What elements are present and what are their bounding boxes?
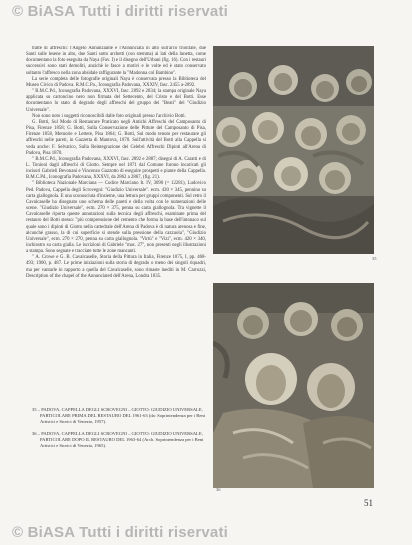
watermark-bottom: © BiASA Tutti i diritti riservati	[12, 524, 229, 541]
figure-number-35: 35	[372, 256, 377, 261]
fresco-photo-35	[213, 46, 374, 254]
page-number: 51	[364, 498, 373, 508]
body-text-column	[26, 46, 206, 406]
caption-36: 36 – PADOVA, CAPPELLA DEGLI SCROVEGNI – GIOTTO: GIUDIZIO UNIVERSALE, PARTICOLARE DOPO IL RESTAURO DEL 1963-64 (Arch. Soprintendenza per i Beni Artistici e Storici di Venezia, 1965).	[32, 430, 204, 448]
body-paragraph: " B.M.C.Pd., Iconografia Padovana, XXXVI, fasc. 2892 e 2887; disegni di A. Caratti e di L. Tonioni dagli affreschi di Giotto. Sempre nel 1871 dal Comune furono incaricati gli incisori Gabrieli Bevonani e Vincenzo Gazzotto di eseguire prospetti e piante della Cappella. B.M.C.Pd., Iconografia Padovana, XXXVI, da 2862 a 2867, (fig. 21).	[26, 156, 206, 181]
body-paragraph: G. Botti, Sul Modo di Restaurare Praticato negli Antichi Affreschi del Camposanto di Pisa, Firenze 1858; G. Botti, Sulla Conservazione delle Pitture del Camposanto di Pisa, Firenze 1858, Memorie e Lettere, Pisa 1864; G. Botti, Sul modo tenuto per restaurare gli affreschi nelle pareti, in Gazzetta di Mantova, 1870. Sull'attività del Botti alla Cappella si veda anche: F. Selvatico, Sulla Reintegrazione dei Celebri Affreschi Dipinti all'Arena di Padova, Pisa 1870.	[26, 119, 206, 156]
figure-captions	[32, 407, 212, 454]
fresco-figures-image	[213, 283, 374, 488]
fresco-photo-36	[213, 283, 374, 488]
body-paragraph: Non sono noto i soggetti riconoscibili dalle foto originali presso l'archivio Botti.	[32, 113, 186, 119]
body-paragraph: tratte di affreschi: l'Angelo Annunziante e l'Annunciata in alto sull'arco trionfale, due Santi sulle lesene in alto, due Santi sotto archetti (con stemma) ai lati della lunetta, come documentano la foto eseguita da Naya (Fav. I) e il disegno dell'Urbani (fig. 16). Con i restauri successivi sono stati demoliti, anzichè le fasce a motivi e le volte ed è stato conservato soltanto l'affresco nella zona absidale raffigurante la "Madonna col Bambino".	[26, 46, 206, 76]
fresco-angels-image	[213, 46, 374, 254]
watermark-top: © BiASA Tutti i diritti riservati	[12, 3, 229, 20]
body-paragraph: " Biblioteca Nazionale Marciana — Codice Marciano It. IV, 3090 (= 12281), Ludovico Ped. Padova, Cappella degli Scrovegni: "Giudizio Universale". ecm. 430 × 345, pennino su carta giallognola. E una sconosciuta d'insieme, una lettura per gruppi componenti. Sul retro il Cavalcaselle ha disegnato uno schema delle pareti e della volta con le numerazioni delle scene. "Giudizio Universale", ecm. 270 × 375, penna su carta giallognola. Tra vignette il Cavalcaselle riporta queste annotazioni sulla tecnica degli affreschi, esaminate prima del restauro del Botti stesso: "più comprensione del cemento che forma la base dell'intonaco sul quale sono i dipinti di Giotto nella cattedrale dell'Arena di Padova è di natura arenosa e fine, alcunché grasso, la di cui superficie si stende sulla pressione della cazzuola", "Giudizio Universale", ecm. 270 × 270, penna su carta giallognola. "Virtù" e "Vizi", ecm. 420 × 340, inchiostro su carta gialla. Le iscrizioni di Gabriele "mac. 27", non presenti negli illustrazioni a stampa. Sono segnate e tracciate tutte le zone mancanti.	[26, 181, 206, 255]
body-paragraph: " A. Crowe e G. B. Cavalcaselle, Storia della Pittura in Italia, Firenze 1875, I, pp. 468-493; 1900, p. 487. Le prime iniziazioni sulla storia di degrado o meno dei singoli riquadri, ma per vantarle in rapporto a quella del Cavalcaselle, sono rimaste inediti in M. Carrozzi, Description of the chapel of the Annunciated dell'Arena, Londra 1835.	[26, 255, 206, 279]
body-paragraph: La serie completa delle fotografie originali Naya è conservata presso la Biblioteca del Museo Civico di Padova. R.M.C.Pa., Iconografia Padovana, XXXIV, fasc. 2455 a-2892.	[26, 76, 206, 88]
caption-35: 35 – PADOVA, CAPPELLA DEGLI SCROVEGNI – GIOTTO: GIUDIZIO UNIVERSALE, PARTICOLARE PRIMA DEL RESTAURO DEL 1961-63 (da: Soprintendenza per i Beni Artistici e Storici di Venezia, 1957).	[32, 407, 205, 424]
figure-number-36: 36	[216, 487, 221, 492]
body-paragraph: " B.M.C.Pd., Iconografia Padovana, XXXVI, fasc. 2892 e 2834; la stampa originale Naya applicata su cartoncino nero non firmata del Settecento, del Cristo e del Botti. Esse documentano lo stato di degrado degli affreschi del gruppo dei "Beati" del "Giudizio Universale".	[26, 89, 206, 113]
